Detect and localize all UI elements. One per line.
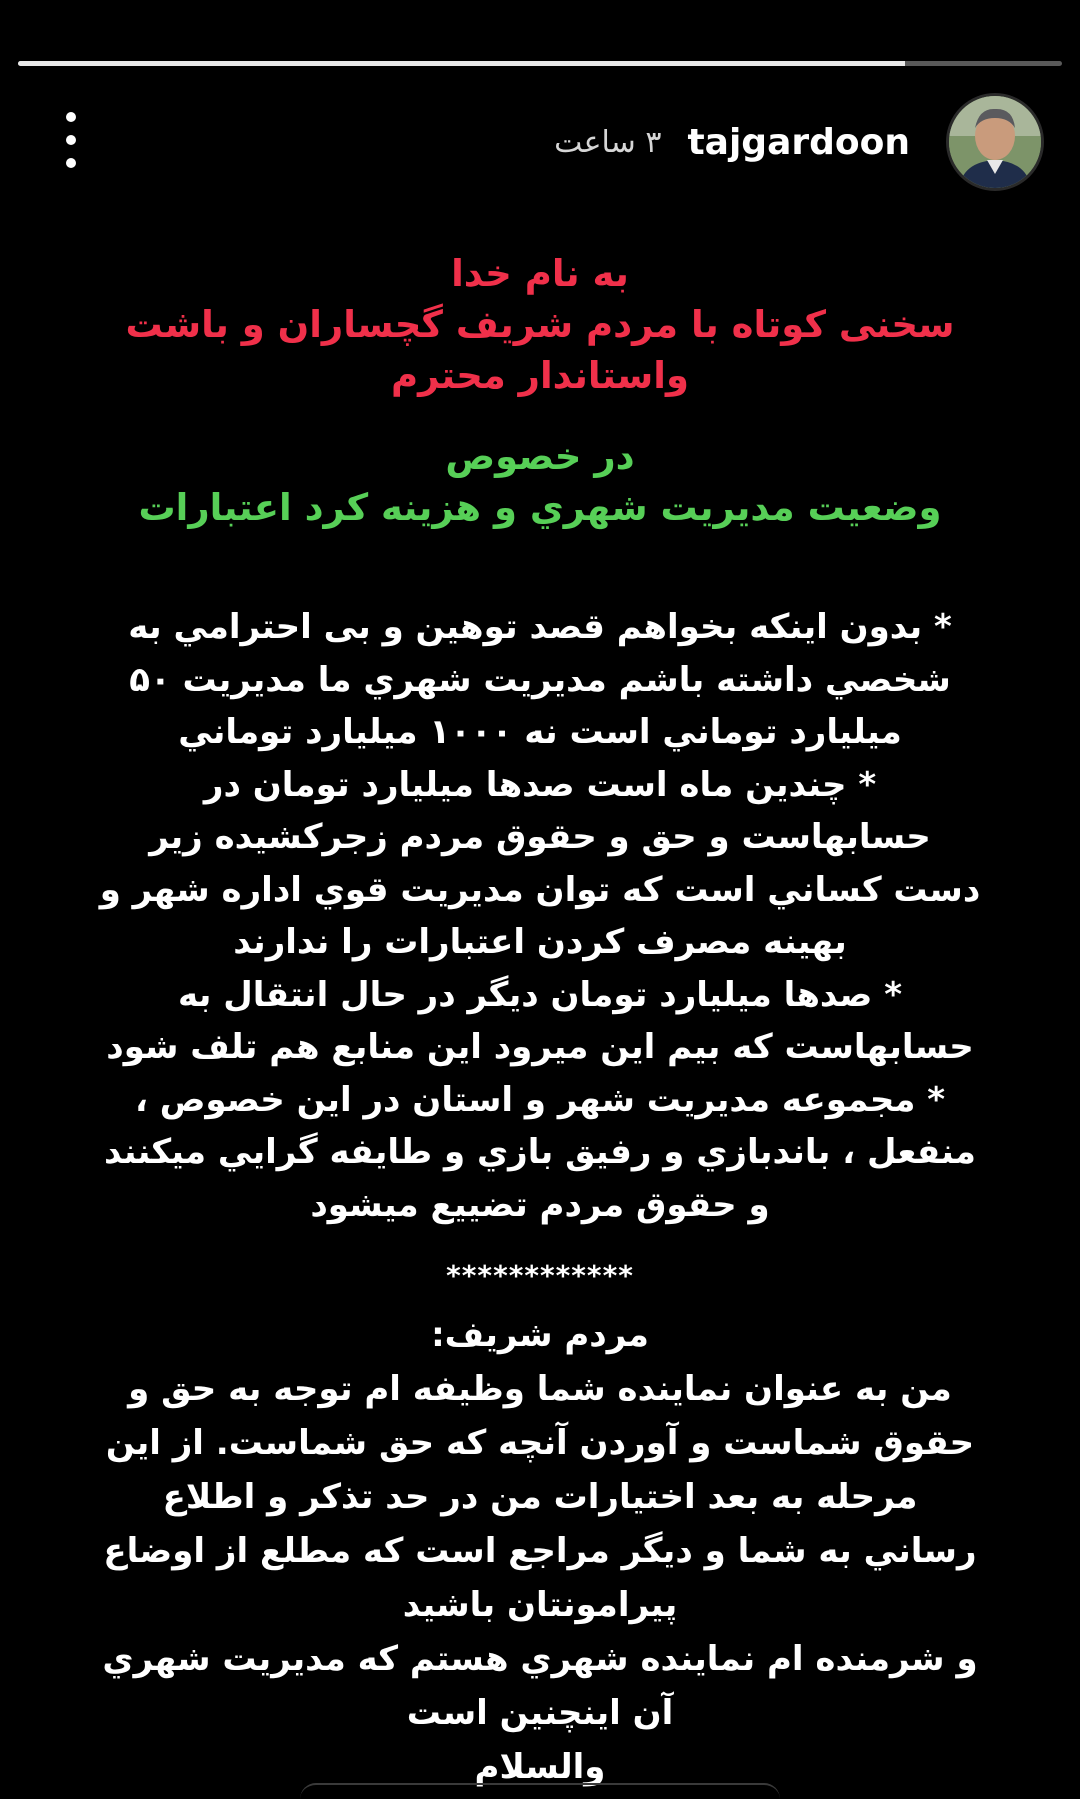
body-line: دست کساني است که توان مدیریت قوي اداره شهر و — [99, 869, 981, 910]
body-line: حسابهاست که بیم این میرود این منابع هم تلف شود — [106, 1027, 974, 1067]
title-red-line: سخنی کوتاه با مردم شریف گچساران و باشت — [125, 303, 955, 346]
more-dot — [66, 135, 76, 145]
story-text-content — [60, 248, 1020, 1794]
closing-line: پیرامونتان باشید — [402, 1585, 678, 1625]
story-header — [554, 94, 1044, 190]
story-progress-fill — [18, 61, 905, 66]
reply-bar-edge[interactable] — [300, 1783, 780, 1799]
title-green-line: وضعیت مدیریت شهري و هزینه کرد اعتبارات — [138, 486, 942, 529]
more-dot — [66, 112, 76, 122]
title-green — [60, 431, 1020, 533]
body-line: * بدون اینکه بخواهم قصد توهین و بی احترامي به — [128, 607, 952, 647]
body-line: شخصي داشته باشم مدیریت شهري ما مدیریت ۵۰ — [129, 659, 951, 700]
body-line: منفعل ، باندبازي و رفیق بازي و طایفه گرایي میکنند — [104, 1132, 976, 1172]
closing-line: مرحله به بعد اختیارات من در حد تذکر و اطلاع — [162, 1477, 918, 1517]
body-line: حسابهاست و حق و حقوق مردم زجرکشیده زیر — [149, 817, 931, 857]
body-line: * مجموعه مدیریت شهر و استان در این خصوص ، — [134, 1079, 946, 1120]
body-line: و حقوق مردم تضییع میشود — [310, 1184, 770, 1225]
title-green-line: در خصوص — [445, 435, 635, 478]
closing-line: رساني به شما و دیگر مراجع است که مطلع از اوضاع — [103, 1531, 977, 1571]
title-red-line: واستاندار محترم — [390, 354, 689, 397]
body-line: بهینه مصرف کردن اعتبارات را ندارند — [233, 922, 847, 962]
more-dot — [66, 158, 76, 168]
more-options-icon[interactable] — [56, 112, 86, 168]
body-line: * چندین ماه است صدها میلیارد تومان در — [203, 764, 877, 805]
title-red-line: به نام خدا — [451, 252, 629, 295]
closing-text — [60, 1308, 1020, 1794]
closing-line: و شرمنده ام نماینده شهري هستم که مدیریت شهري — [102, 1639, 978, 1679]
closing-line: والسلام — [474, 1747, 606, 1787]
closing-line: مردم شریف: — [431, 1315, 649, 1355]
post-time: ۳ ساعت — [554, 124, 662, 160]
username-link[interactable]: tajgardoon — [687, 121, 910, 163]
body-line: میلیارد توماني است نه ۱۰۰۰ میلیارد توماني — [178, 712, 902, 752]
profile-photo-icon — [949, 96, 1041, 188]
avatar[interactable] — [946, 93, 1044, 191]
closing-line: آن اینچنین است — [406, 1693, 674, 1733]
story-progress-bar — [18, 61, 1062, 66]
title-red — [60, 248, 1020, 401]
separator-stars: ************ — [446, 1259, 634, 1292]
closing-line: حقوق شماست و آوردن آنچه که حق شماست. از این — [105, 1423, 975, 1463]
story-body — [60, 601, 1020, 1231]
body-line: * صدها میلیارد تومان دیگر در حال انتقال به — [177, 974, 903, 1015]
closing-line: من به عنوان نماینده شما وظیفه ام توجه به حق و — [128, 1369, 952, 1409]
